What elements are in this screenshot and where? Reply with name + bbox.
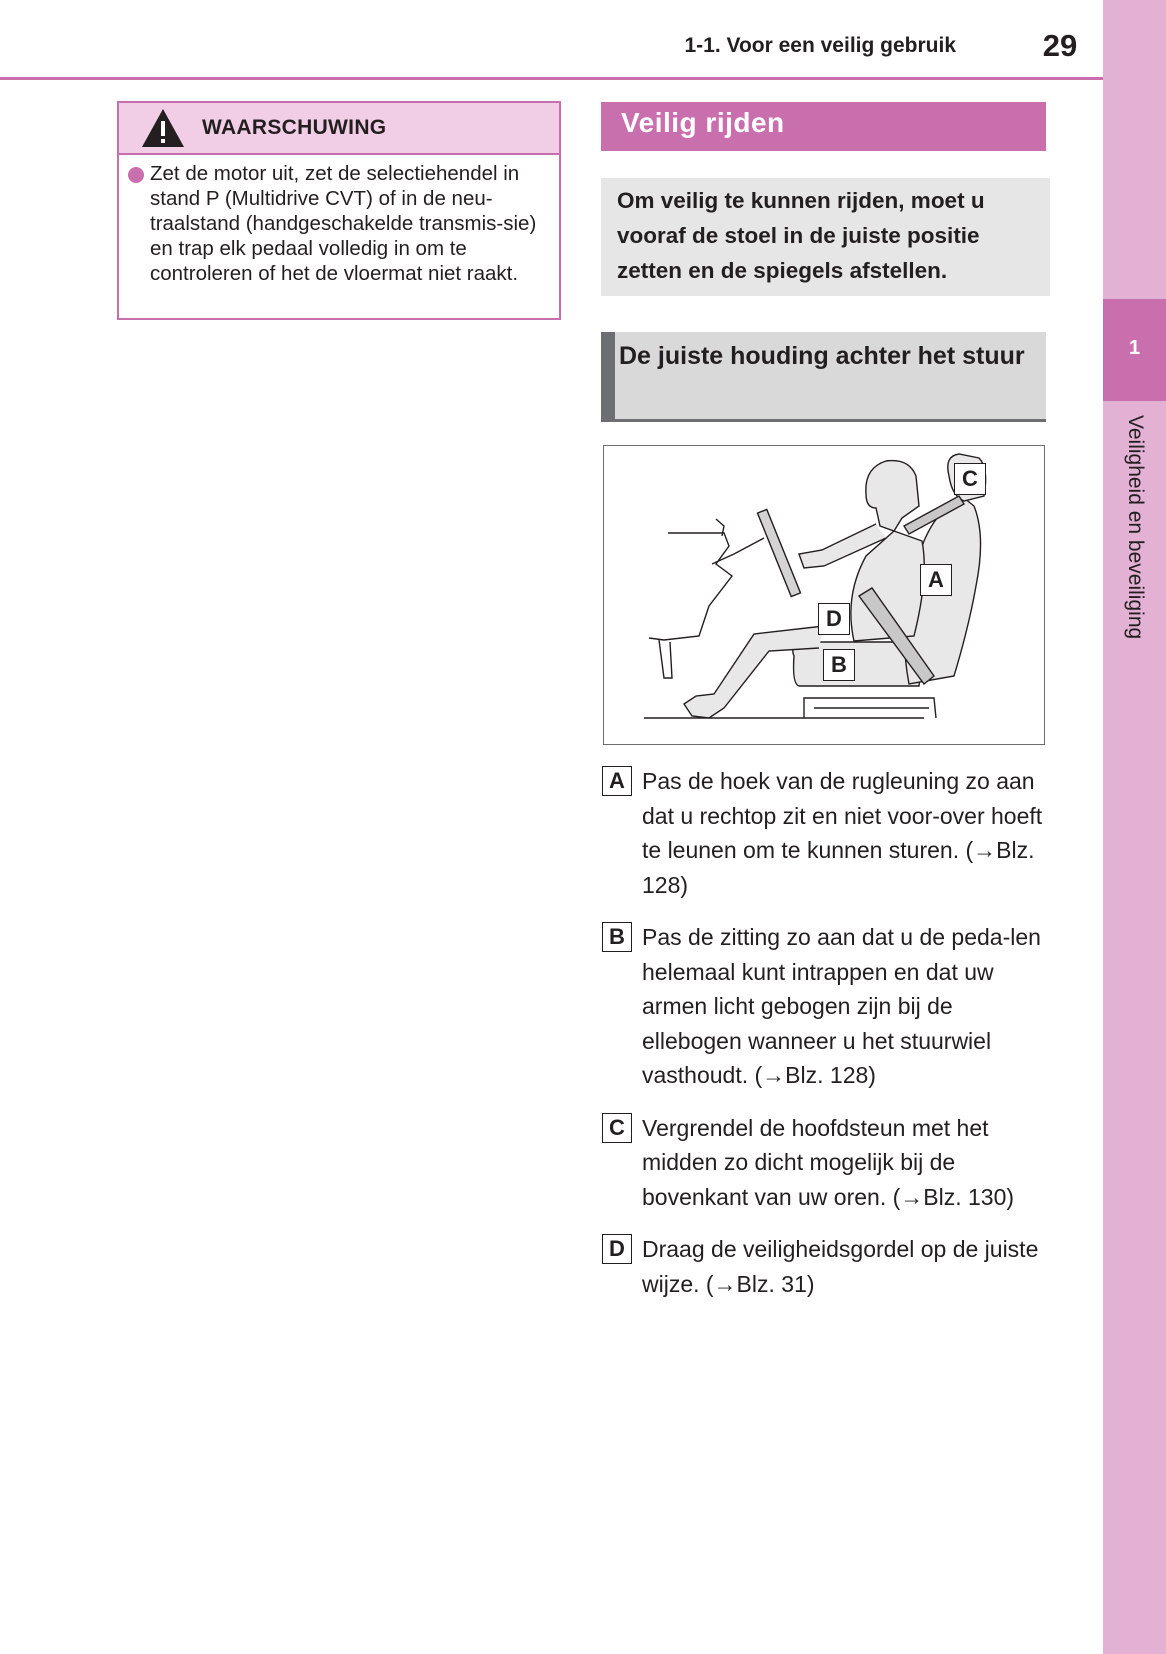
chapter-tab[interactable] [1103,299,1166,401]
item-key: D [602,1234,632,1264]
sub-heading: De juiste houding achter het stuur [601,332,1046,422]
warning-text: Zet de motor uit, zet de selectiehendel in stand P (Multidrive CVT) of in de neu-traalstand (handgeschakelde transmis-sie) en trap elk pedaal volledig in om te controleren of het de vloermat niet raakt. [150,162,537,285]
bullet-icon [128,167,144,183]
callout-a: A [920,564,952,596]
main-heading: Veilig rijden [601,102,1046,151]
item-text: Pas de zitting zo aan dat u de peda-len helemaal kunt intrappen en dat uw armen licht gebogen zijn bij de ellebogen wanneer u het stuurwiel vasthoudt. (→Blz. 128) [642,924,1041,1088]
side-tab-strip [1103,0,1166,1654]
warning-body [119,155,559,286]
intro-box: Om veilig te kunnen rijden, moet u vooraf de stoel in de juiste positie zetten en de spiegels afstellen. [601,178,1050,296]
item-text: Draag de veiligheidsgordel op de juiste wijze. (→Blz. 31) [642,1236,1039,1297]
callout-b: B [823,649,855,681]
instruction-list [601,764,1051,1319]
driving-posture-illustration [603,445,1045,745]
item-key: C [602,1113,632,1143]
item-key: A [602,766,632,796]
header-divider [0,77,1103,80]
item-key: B [602,922,632,952]
chapter-title: Veiligheid en beveiliging [1124,415,1147,640]
item-text: Vergrendel de hoofdsteun met het midden zo dicht mogelijk bij de bovenkant van uw oren. (→Blz. 130) [642,1114,1015,1210]
list-item [601,920,1051,1093]
list-item [601,1232,1051,1301]
warning-triangle-icon [141,108,185,148]
callout-d: D [818,603,850,635]
page-number: 29 [1042,28,1078,63]
warning-header [119,103,559,155]
list-item [601,764,1051,902]
section-title: 1-1. Voor een veilig gebruik [684,34,956,57]
list-item [601,1111,1051,1215]
callout-c: C [954,463,986,495]
chapter-number: 1 [1128,337,1141,359]
warning-box [117,101,561,320]
item-text: Pas de hoek van de rugleuning zo aan dat u rechtop zit en niet voor-over hoeft te leunen om te kunnen sturen. (→Blz. 128) [642,768,1043,898]
warning-title: WAARSCHUWING [202,116,387,139]
